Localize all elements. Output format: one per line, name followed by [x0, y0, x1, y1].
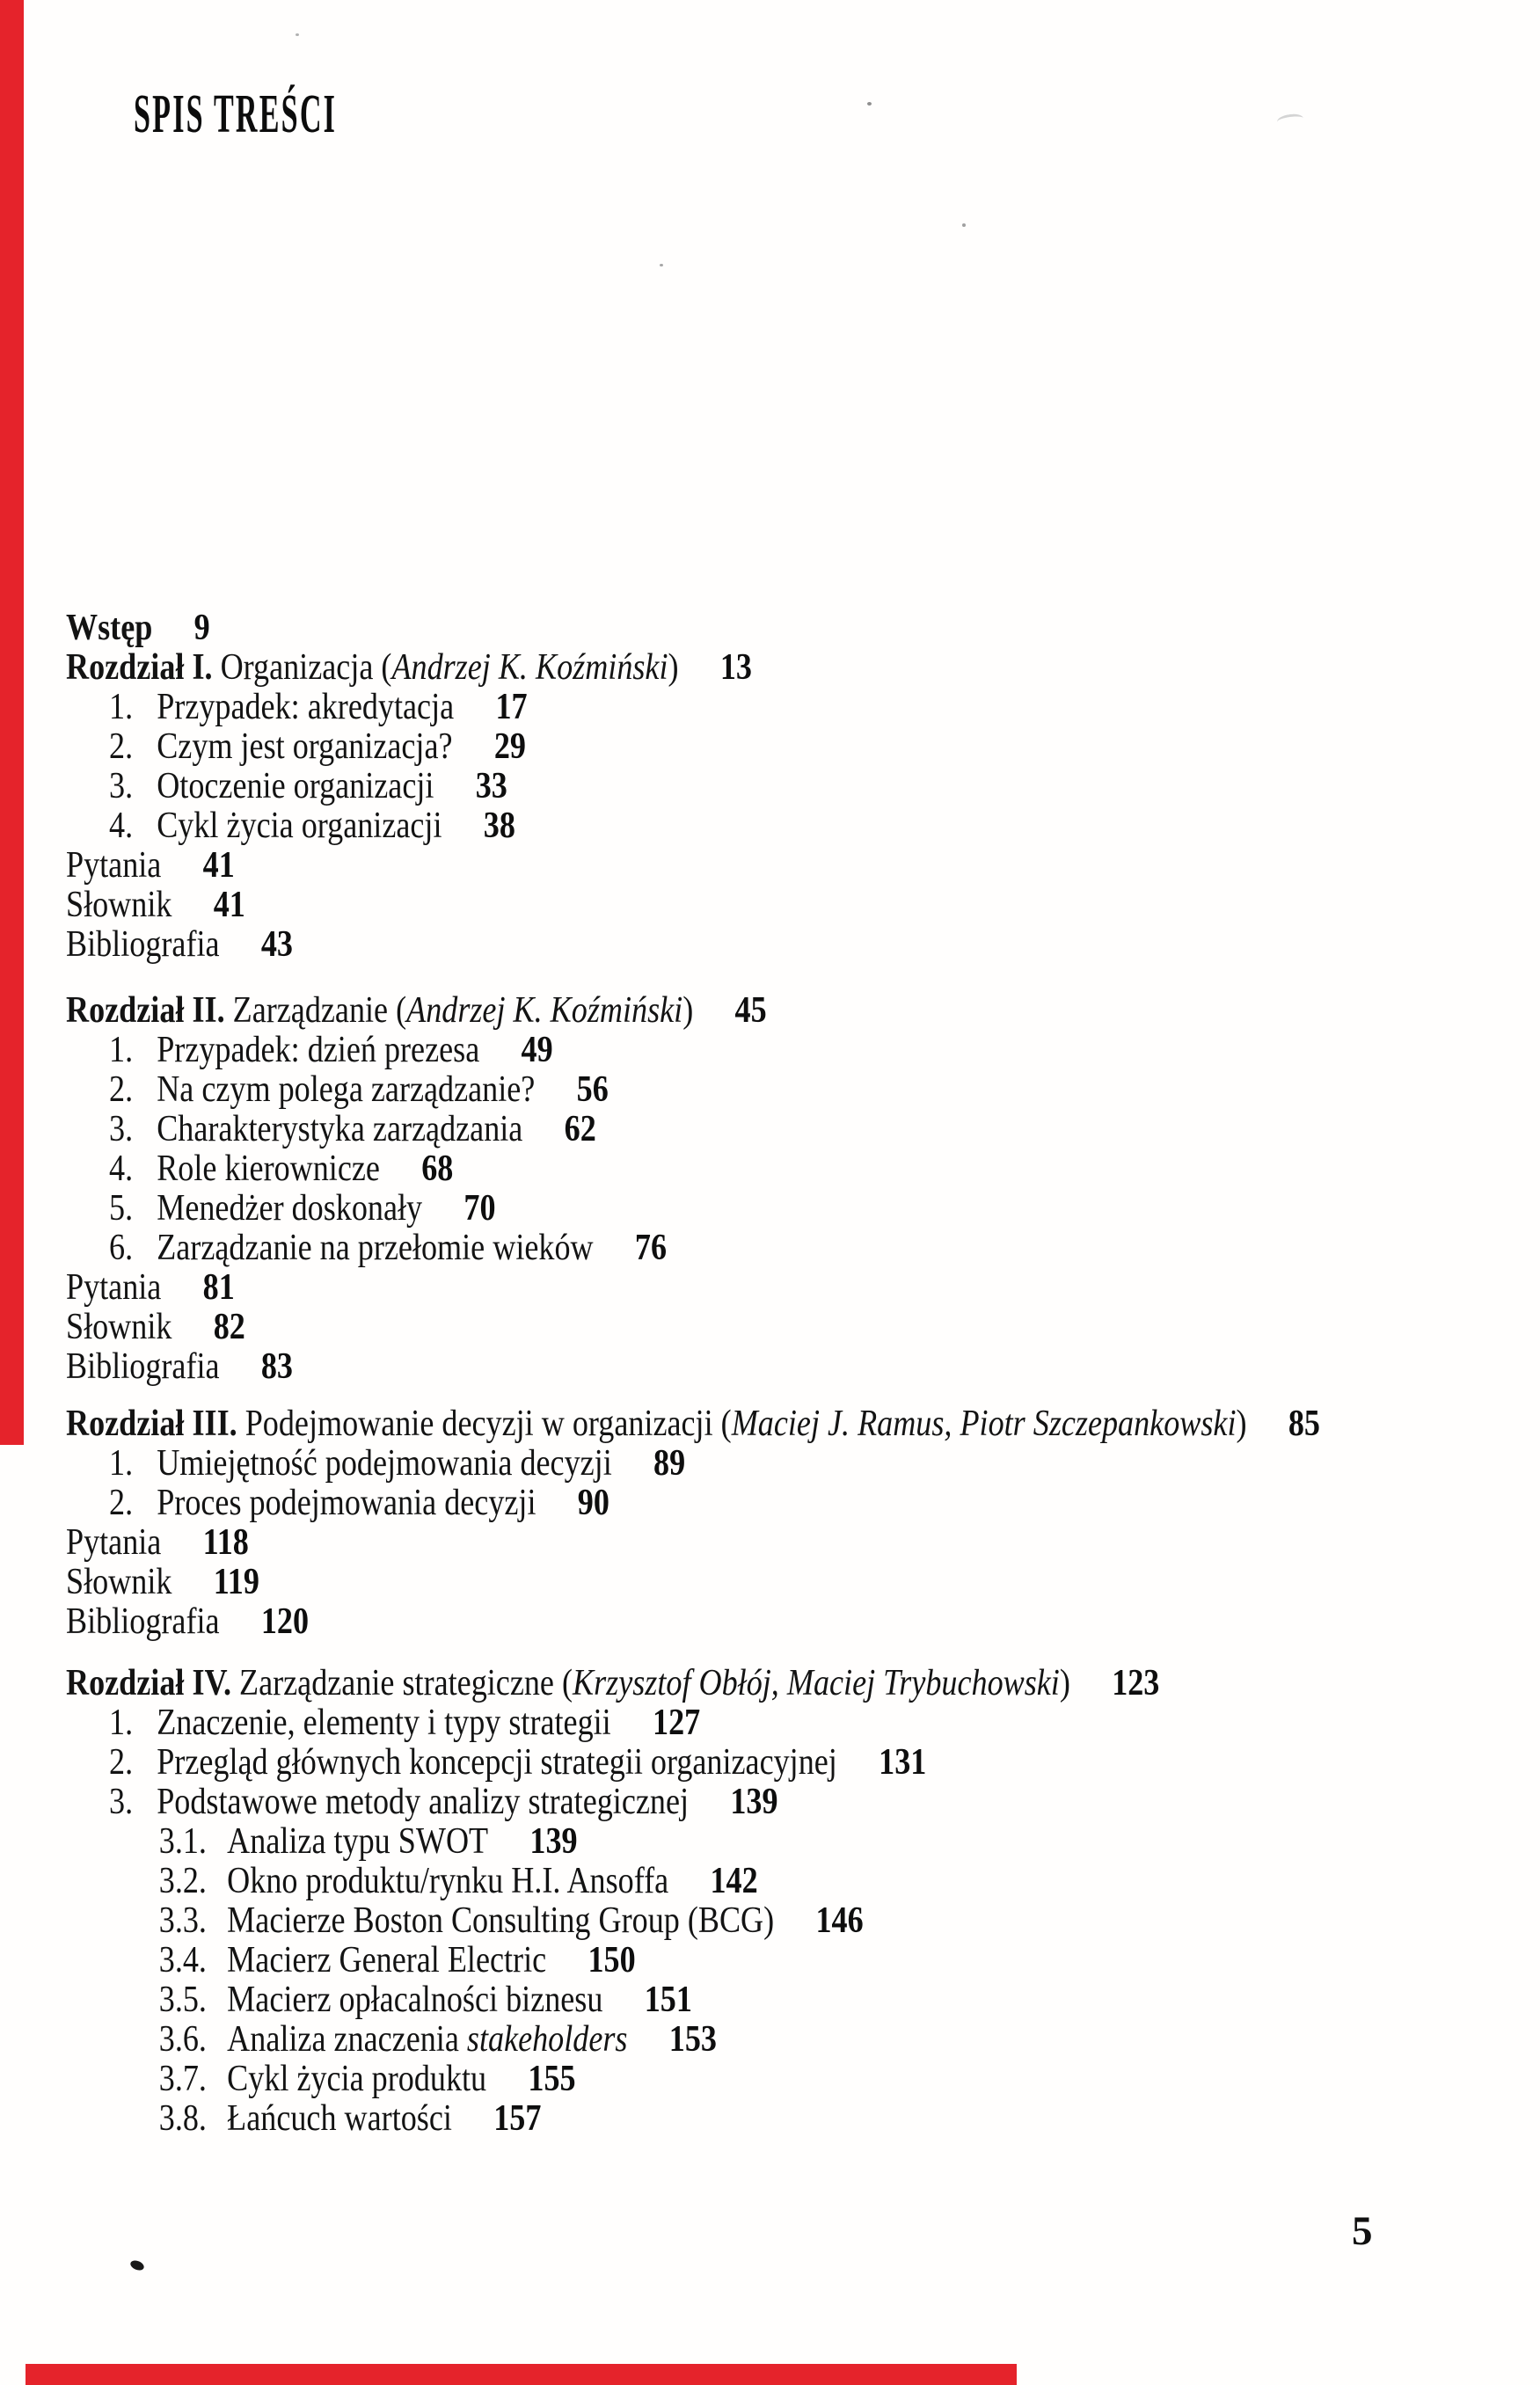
toc-entry-label: Umiejętność podejmowania decyzji [157, 1443, 612, 1484]
toc-row [66, 925, 1320, 965]
chapter-prefix: Rozdział IV. [66, 1663, 231, 1703]
toc-row-subitem [66, 1822, 1320, 1862]
subitem-number: 3.3. [158, 1900, 207, 1941]
toc-row [66, 806, 1320, 846]
chapter-title: Zarządzanie strategiczne ( [230, 1663, 573, 1703]
toc-page-number: 127 [653, 1703, 701, 1743]
scan-squiggle-mark [1276, 113, 1304, 128]
toc-row [66, 846, 1320, 886]
toc-row [66, 1031, 1320, 1070]
toc-entry-label: Bibliografia [66, 1346, 220, 1387]
toc-row-subitem [66, 1862, 1320, 1901]
item-number: 2. [109, 1069, 134, 1110]
chapter-authors: Andrzej K. Koźmiński [391, 647, 668, 688]
toc-page-number: 41 [213, 885, 245, 925]
scan-speck [867, 102, 872, 106]
toc-page-number: 17 [495, 687, 528, 727]
toc-row [66, 1703, 1320, 1743]
red-cover-edge-bottom [26, 2364, 1017, 2385]
subitem-number: 3.2. [158, 1861, 207, 1901]
item-number: 1. [109, 1030, 134, 1070]
toc-page-number: 146 [815, 1900, 864, 1941]
toc-row [66, 609, 1320, 648]
chapter-title: Organizacja ( [212, 647, 392, 688]
toc-page-number: 68 [421, 1149, 454, 1189]
toc-entry-label: Przegląd głównych koncepcji strategii organizacyjnej [157, 1742, 837, 1783]
toc-entry-label: Charakterystyka zarządzania [157, 1109, 523, 1149]
item-number: 3. [109, 1782, 134, 1822]
toc-entry-label: Na czym polega zarządzanie? [157, 1069, 536, 1110]
subitem-number: 3.4. [158, 1940, 207, 1980]
item-number: 5. [109, 1188, 134, 1229]
chapter-authors: Maciej J. Ramus, Piotr Szczepankowski [731, 1404, 1237, 1444]
toc-row-chapter: Rozdział I. Organizacja (Andrzej K. Koźmiński) 13 [66, 647, 752, 688]
toc-row [66, 1110, 1320, 1149]
toc-page-number: 38 [483, 806, 515, 846]
toc-entry-label: Role kierownicze [157, 1149, 380, 1189]
toc-entry-label: Podstawowe metody analizy strategicznej [157, 1782, 690, 1822]
toc-row-subitem [66, 2099, 1320, 2139]
toc-entry-label: Cykl życia organizacji [157, 806, 442, 846]
toc-page-number: 157 [493, 2098, 542, 2139]
toc-entry-label: Analiza znaczenia [227, 2019, 467, 2060]
toc-entry-label: Okno produktu/rynku H.I. Ansoffa [227, 1861, 669, 1901]
toc-page-number: 41 [202, 845, 235, 886]
toc-row [66, 1563, 1320, 1602]
toc-row-chapter: Rozdział IV. Zarządzanie strategiczne (Krzysztof Obłój, Maciej Trybuchowski) 123 [66, 1663, 1160, 1703]
toc-entry-label: Menedżer doskonały [157, 1188, 423, 1229]
toc-row [66, 1602, 1320, 1642]
toc-page-number: 83 [260, 1346, 293, 1387]
subitem-number: 3.1. [158, 1821, 207, 1862]
toc-entry-label: Bibliografia [66, 924, 220, 965]
toc-page-number: 70 [463, 1188, 496, 1229]
toc-row-subitem [66, 1901, 1320, 1941]
toc-entry-label: Łańcuch wartości [227, 2098, 452, 2139]
toc-row [66, 1347, 1320, 1387]
toc-row [66, 1268, 1320, 1308]
toc-page-number: 142 [710, 1861, 758, 1901]
subitem-number: 3.8. [158, 2098, 207, 2139]
toc-row [66, 688, 1320, 727]
toc-row-subitem [66, 2060, 1320, 2099]
toc-page-number: 62 [564, 1109, 596, 1149]
item-number: 4. [109, 806, 134, 846]
toc-entry-label: Pytania [66, 1267, 162, 1308]
toc-row [66, 1070, 1320, 1110]
toc-row [66, 1149, 1320, 1189]
toc-row-chapter: Rozdział III. Podejmowanie decyzji w organizacji (Maciej J. Ramus, Piotr Szczepankowski) 85 [66, 1404, 1320, 1444]
item-number: 1. [109, 1443, 134, 1484]
subitem-number: 3.7. [158, 2059, 207, 2099]
toc-entry-label: Słownik [66, 885, 172, 925]
toc-page-number: 33 [475, 766, 507, 806]
toc-entry-label: Macierz opłacalności biznesu [227, 1980, 603, 2020]
chapter-prefix: Rozdział II. [66, 990, 225, 1031]
toc-page-number: 139 [529, 1821, 578, 1862]
toc-row [66, 886, 1320, 925]
toc-page-number: 123 [1112, 1663, 1160, 1703]
toc-entry-label: Pytania [66, 1522, 162, 1563]
toc-page-number: 43 [260, 924, 293, 965]
toc-entry-label: Wstęp [66, 608, 153, 648]
chapter-prefix: Rozdział III. [66, 1404, 237, 1444]
scan-speck [962, 223, 966, 227]
toc-page-number: 89 [653, 1443, 686, 1484]
toc-row-subitem [66, 1941, 1320, 1980]
subitem-number: 3.5. [158, 1980, 207, 2020]
item-number: 1. [109, 687, 134, 727]
toc-page-number: 9 [193, 608, 210, 648]
toc-row [66, 767, 1320, 806]
toc-row [66, 727, 1320, 767]
chapter-authors: Krzysztof Obłój, Maciej Trybuchowski [573, 1663, 1060, 1703]
toc-page-number: 85 [1288, 1404, 1320, 1444]
toc-page-number: 49 [521, 1030, 553, 1070]
toc-page-number: 131 [879, 1742, 927, 1783]
toc-entry-label: Słownik [66, 1562, 172, 1602]
toc-page-number: 76 [634, 1228, 668, 1268]
toc-page-number: 155 [528, 2059, 576, 2099]
toc-entry-label: Bibliografia [66, 1601, 220, 1642]
toc-entry-label: Analiza typu SWOT [227, 1821, 489, 1862]
toc-entry-label: Macierz General Electric [227, 1940, 547, 1980]
toc-entry-label: Cykl życia produktu [227, 2059, 487, 2099]
item-number: 3. [109, 766, 134, 806]
chapter-prefix: Rozdział I. [66, 647, 213, 688]
toc-page-number: 82 [213, 1307, 245, 1347]
toc-entry-label: Czym jest organizacja? [157, 726, 453, 767]
toc-page-number: 45 [734, 990, 767, 1031]
item-number: 4. [109, 1149, 134, 1189]
toc-page-number: 139 [730, 1782, 778, 1822]
toc-row [66, 1523, 1320, 1563]
toc-entry-label: Pytania [66, 845, 162, 886]
toc-page-number: 119 [213, 1562, 259, 1602]
scan-speck [660, 264, 663, 266]
item-number: 1. [109, 1703, 134, 1743]
toc-page-number: 29 [493, 726, 526, 767]
folio-page-number: 5 [1352, 2208, 1373, 2254]
item-number: 3. [109, 1109, 134, 1149]
ink-blob [129, 2258, 146, 2272]
toc-entry-italic: stakeholders [466, 2019, 628, 2060]
toc-entry-label: Znaczenie, elementy i typy strategii [157, 1703, 611, 1743]
toc-row [66, 1444, 1320, 1484]
page-title: SPIS TREŚCI [134, 84, 338, 144]
toc-page-number: 150 [588, 1940, 636, 1980]
toc-page-number: 90 [577, 1483, 609, 1523]
toc-row-subitem [66, 1980, 1320, 2020]
item-number: 2. [109, 1742, 134, 1783]
toc-entry-label: Słownik [66, 1307, 172, 1347]
toc-page-number: 120 [260, 1601, 310, 1642]
table-of-contents [66, 609, 1320, 2139]
toc-entry-label: Macierze Boston Consulting Group (BCG) [227, 1900, 775, 1941]
toc-row-chapter: Rozdział II. Zarządzanie (Andrzej K. Koźmiński) 45 [66, 990, 767, 1031]
toc-entry-label: Przypadek: dzień prezesa [157, 1030, 480, 1070]
toc-row [66, 1484, 1320, 1523]
item-number: 6. [109, 1228, 134, 1268]
toc-row [66, 1189, 1320, 1229]
toc-page-number: 13 [719, 647, 752, 688]
chapter-title: Podejmowanie decyzji w organizacji ( [237, 1404, 732, 1444]
toc-row [66, 1229, 1320, 1268]
toc-page-number: 153 [668, 2019, 717, 2060]
toc-entry-label: Zarządzanie na przełomie wieków [157, 1228, 594, 1268]
toc-row [66, 1783, 1320, 1822]
toc-row-subitem [66, 2020, 1320, 2060]
toc-row [66, 1308, 1320, 1347]
chapter-title: Zarządzanie ( [224, 990, 407, 1031]
toc-entry-label: Przypadek: akredytacja [157, 687, 455, 727]
toc-entry-label: Proces podejmowania decyzji [157, 1483, 536, 1523]
item-number: 2. [109, 726, 134, 767]
red-cover-edge-left [0, 0, 24, 1445]
toc-page-number: 118 [202, 1522, 249, 1563]
toc-page-number: 151 [644, 1980, 692, 2020]
item-number: 2. [109, 1483, 134, 1523]
toc-page-number: 81 [202, 1267, 235, 1308]
scan-speck [296, 33, 299, 36]
chapter-authors: Andrzej K. Koźmiński [406, 990, 683, 1031]
subitem-number: 3.6. [158, 2019, 207, 2060]
toc-page-number: 56 [576, 1069, 609, 1110]
toc-entry-label: Otoczenie organizacji [157, 766, 434, 806]
toc-row [66, 1743, 1320, 1783]
